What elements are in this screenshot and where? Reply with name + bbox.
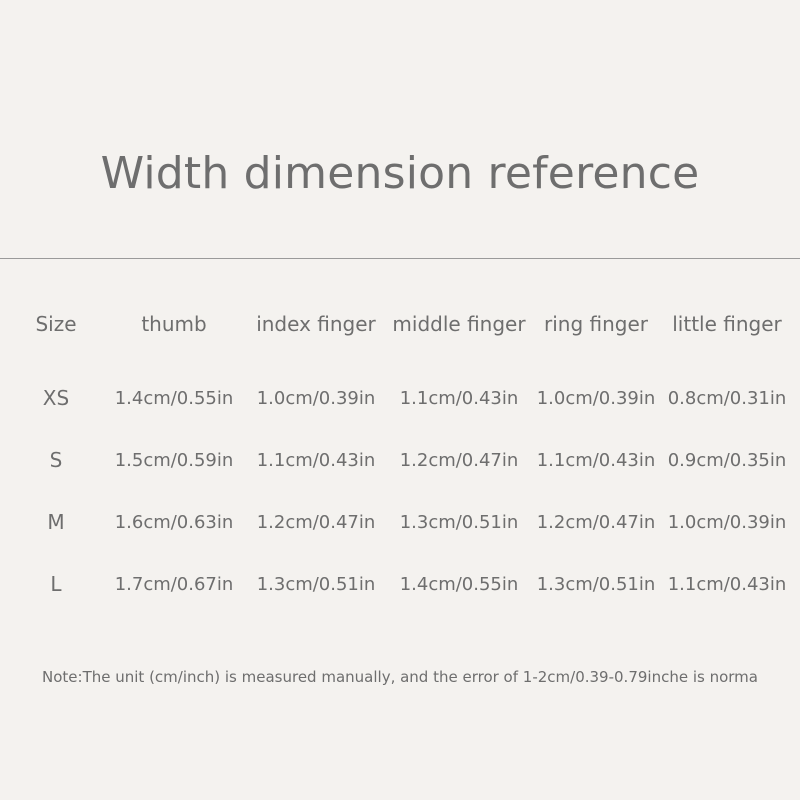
cell-middle: 1.4cm/0.55in — [399, 573, 519, 595]
cell-thumb: 1.5cm/0.59in — [114, 449, 234, 471]
cell-index: 1.3cm/0.51in — [256, 573, 376, 595]
cell-little: 1.1cm/0.43in — [667, 573, 787, 595]
header-ring-finger: ring finger — [543, 312, 648, 337]
cell-ring: 1.2cm/0.47in — [536, 511, 656, 533]
cell-middle: 1.2cm/0.47in — [399, 449, 519, 471]
cell-middle: 1.1cm/0.43in — [399, 387, 519, 409]
cell-index: 1.1cm/0.43in — [256, 449, 376, 471]
cell-index: 1.0cm/0.39in — [256, 387, 376, 409]
cell-size: M — [47, 510, 65, 534]
cell-little: 0.8cm/0.31in — [667, 387, 787, 409]
header-thumb: thumb — [141, 312, 207, 337]
cell-little: 0.9cm/0.35in — [667, 449, 787, 471]
header-size: Size — [35, 312, 77, 337]
table-row — [8, 367, 792, 429]
page-title: Width dimension reference — [100, 148, 700, 199]
cell-ring: 1.0cm/0.39in — [536, 387, 656, 409]
cell-thumb: 1.6cm/0.63in — [114, 511, 234, 533]
title-divider — [0, 258, 800, 259]
cell-ring: 1.1cm/0.43in — [536, 449, 656, 471]
table-row — [8, 429, 792, 491]
cell-thumb: 1.7cm/0.67in — [114, 573, 234, 595]
cell-little: 1.0cm/0.39in — [667, 511, 787, 533]
table-header-row — [8, 288, 792, 367]
size-table — [8, 288, 792, 615]
cell-index: 1.2cm/0.47in — [256, 511, 376, 533]
table-row — [8, 553, 792, 615]
cell-size: S — [49, 448, 63, 472]
cell-size: XS — [42, 386, 70, 410]
cell-ring: 1.3cm/0.51in — [536, 573, 656, 595]
table-row — [8, 491, 792, 553]
header-index-finger: index finger — [256, 312, 376, 337]
page-title-block — [0, 150, 800, 198]
cell-thumb: 1.4cm/0.55in — [114, 387, 234, 409]
cell-middle: 1.3cm/0.51in — [399, 511, 519, 533]
header-little-finger: little finger — [672, 312, 782, 337]
cell-size: L — [50, 572, 62, 596]
header-middle-finger: middle finger — [392, 312, 526, 337]
measurement-note: Note:The unit (cm/inch) is measured manually, and the error of 1-2cm/0.39-0.79inche is norma — [42, 668, 758, 686]
